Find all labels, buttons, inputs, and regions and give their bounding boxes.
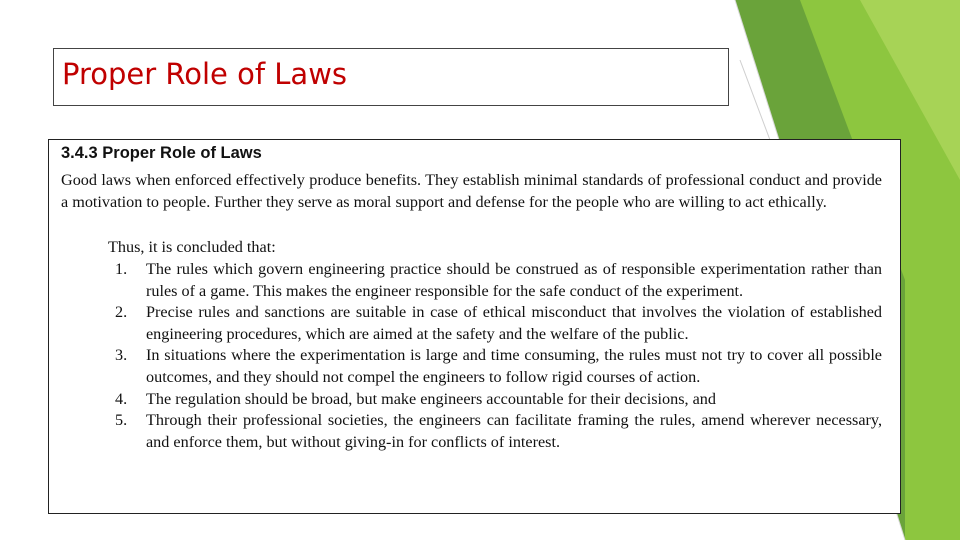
list-item-text: The rules which govern engineering practice should be construed as of responsible experimentation rather than rules of a game. This makes the engineer responsible for the safe conduct of the experiment. [146, 260, 882, 300]
document-excerpt [48, 139, 901, 514]
list-item-number: 1. [115, 260, 128, 278]
list-item-text: The regulation should be broad, but make engineers accountable for their decisions, and [146, 389, 716, 408]
section-heading: 3.4.3 Proper Role of Laws [61, 144, 262, 162]
conclusion-list [61, 259, 882, 453]
list-item [61, 302, 882, 345]
list-item [61, 410, 882, 453]
title-box [53, 48, 729, 106]
list-item-number: 3. [115, 346, 128, 365]
list-item [61, 259, 882, 302]
list-item [61, 389, 882, 411]
slide-title: Proper Role of Laws [62, 57, 348, 91]
list-item-number: 4. [115, 389, 128, 408]
list-item-number: 5. [115, 411, 128, 430]
list-item-text: Precise rules and sanctions are suitable in case of ethical misconduct that involves the violation of established engineering procedures, which are aimed at the safety and the welfare of the public. [146, 303, 882, 343]
intro-paragraph: Good laws when enforced effectively produce benefits. They establish minimal standards of professional conduct and provide a motivation to people. Further they serve as moral support and defense for the people who are willing to act ethically. [61, 171, 882, 211]
conclusion-lead: Thus, it is concluded that: [108, 238, 276, 256]
list-item [61, 345, 882, 388]
list-item-text: In situations where the experimentation is large and time consuming, the rules must not try to cover all possible outcomes, and they should not compel the engineers to follow rigid courses of action. [146, 346, 882, 386]
list-item-text: Through their professional societies, the engineers can facilitate framing the rules, amend wherever necessary, and enforce them, but without giving-in for conflicts of interest. [146, 411, 882, 451]
list-item-number: 2. [115, 303, 128, 322]
